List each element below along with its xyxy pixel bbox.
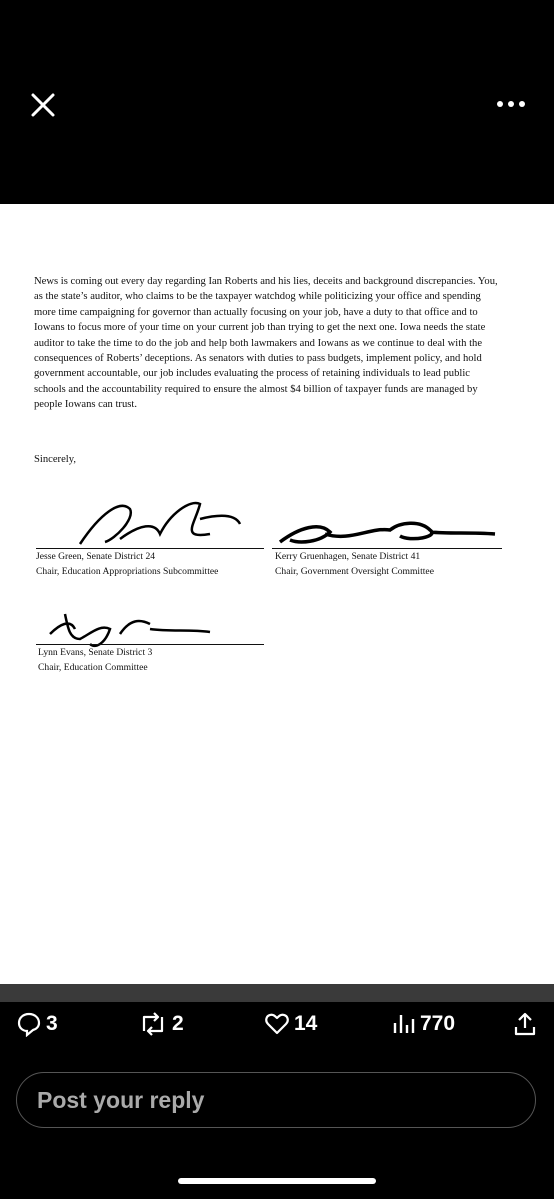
signature-jesse-green xyxy=(60,494,260,554)
reply-placeholder: Post your reply xyxy=(37,1086,205,1113)
like-count: 14 xyxy=(294,1012,318,1035)
view-count: 770 xyxy=(420,1012,456,1035)
reply-input[interactable] xyxy=(16,1072,536,1128)
letter-body: News is coming out every day regarding Ian Roberts and his lies, deceits and background discrepancies. You, as the state’s auditor, who claims to be the taxpayer watchdog while politicizing your office and spending more time campaigning for governor than actually focusing on your job, have a duty to that office and to Iowans to focus more of your time on your current job than trying to get the next one. Iowa needs the state auditor to take the time to do the job and help both lawmakers and Iowans as we continue to deal with the consequences of Roberts’ deceptions. As senators with duties to pass budgets, implement policy, and hold government accountable, our job includes evaluating the process of retaining individuals to lead public schools and the accountability required to ensure the almost $4 billion of taxpayer funds are managed by people Iowans can trust. xyxy=(34,276,498,411)
signature-line xyxy=(36,644,264,645)
more-options-icon[interactable] xyxy=(496,96,526,112)
signatory-name: Jesse Green, Senate District 24 xyxy=(36,551,156,562)
image-bottom-edge xyxy=(0,984,554,1002)
share-button[interactable] xyxy=(512,1010,542,1038)
repost-count: 2 xyxy=(172,1012,184,1035)
signatory-name: Kerry Gruenhagen, Senate District 41 xyxy=(275,551,421,562)
media-viewer-header xyxy=(0,0,554,204)
share-icon xyxy=(512,1011,538,1037)
signature-line xyxy=(36,548,264,549)
signature-line xyxy=(272,548,502,549)
signatory-name: Lynn Evans, Senate District 3 xyxy=(38,647,153,658)
views-button[interactable] xyxy=(392,1010,455,1038)
signatory-title: Chair, Government Oversight Committee xyxy=(275,566,434,577)
letter-image xyxy=(0,204,554,984)
reply-count: 3 xyxy=(46,1012,58,1035)
heart-icon xyxy=(264,1011,290,1037)
post-action-bar xyxy=(0,1002,554,1052)
close-icon[interactable] xyxy=(30,92,56,118)
reply-icon xyxy=(16,1011,42,1037)
signatory-title: Chair, Education Appropriations Subcommittee xyxy=(36,566,219,577)
home-indicator[interactable] xyxy=(178,1178,376,1184)
reply-button[interactable] xyxy=(16,1010,58,1038)
signatory-title: Chair, Education Committee xyxy=(38,662,148,673)
like-button[interactable] xyxy=(264,1010,317,1038)
views-icon xyxy=(392,1011,416,1037)
signature-kerry-gruenhagen xyxy=(270,512,510,552)
letter-closing: Sincerely, xyxy=(34,454,76,465)
repost-icon xyxy=(138,1011,168,1037)
repost-button[interactable] xyxy=(138,1010,184,1038)
